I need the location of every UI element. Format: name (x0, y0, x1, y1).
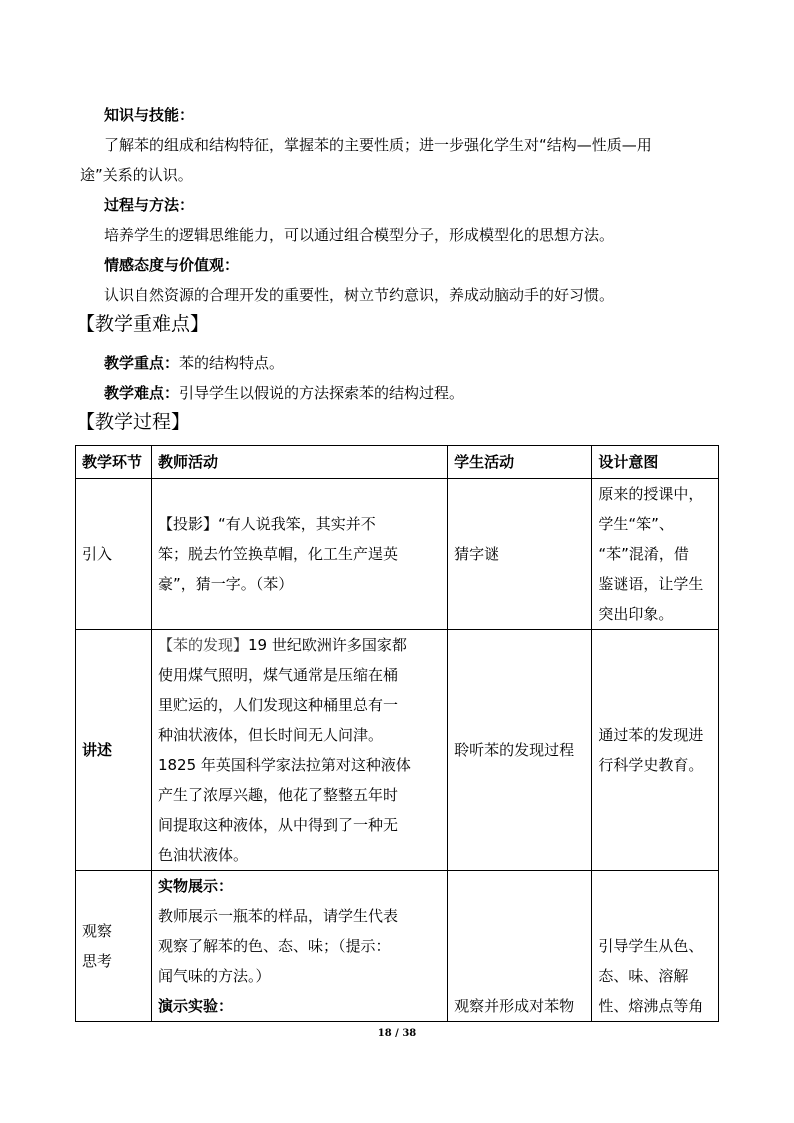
teacher-line: 间提取这种液体，从中得到了一种无 (157, 816, 398, 834)
table-header-row (76, 446, 719, 479)
student-text: 猜字谜 (454, 545, 500, 563)
table-row (76, 871, 719, 1022)
student-text: 聆听苯的发现过程 (454, 741, 575, 759)
stage-cell (76, 871, 152, 1022)
teacher-cell (151, 871, 447, 1022)
teaching-difficulty (104, 378, 464, 408)
intent-line: 态、味、溶解 (598, 967, 689, 985)
teacher-line: 【投影】“有人说我笨，其实并不 (157, 515, 376, 533)
intent-cell (592, 630, 719, 871)
teacher-cell (151, 630, 447, 871)
student-cell (448, 871, 592, 1022)
intent-line: 学生“笨”、 (598, 515, 674, 533)
knowledge-text-line1: 了解苯的组成和结构特征，掌握苯的主要性质；进一步强化学生对“结构—性质—用 (104, 136, 652, 154)
stage-text-line2: 思考 (82, 952, 113, 970)
teacher-line: 使用煤气照明，煤气通常是压缩在桶 (157, 666, 398, 684)
intent-line: 突出印象。 (598, 605, 674, 623)
student-text: 观察并形成对苯物 (454, 997, 575, 1015)
process-title: 【教学过程】 (76, 411, 191, 433)
teacher-line (158, 630, 441, 660)
student-cell (448, 479, 592, 630)
intent-line: “苯”混淆，借 (598, 545, 689, 563)
intent-cell (592, 479, 719, 630)
teaching-difficulty-label: 教学难点： (104, 384, 180, 402)
teacher-line: 豪”，猜一字。（苯） (157, 575, 294, 593)
header-intent: 设计意图 (592, 446, 719, 479)
emotion-heading: 情感态度与价值观： (104, 256, 240, 274)
header-student: 学生活动 (448, 446, 592, 479)
table-row (76, 630, 719, 871)
teacher-cell (151, 479, 447, 630)
teacher-label-experiment: 演示实验： (157, 997, 233, 1015)
stage-text: 引入 (82, 545, 113, 563)
emotion-text: 认识自然资源的合理开发的重要性，树立节约意识，养成动脑动手的好习惯。 (104, 286, 615, 304)
intent-line: 鉴谜语，让学生 (598, 575, 704, 593)
intent-cell (592, 871, 719, 1022)
intent-line: 性、熔沸点等角 (598, 997, 704, 1015)
teacher-line: 观察了解苯的色、态、味；（提示： (157, 937, 391, 955)
page-current: 18 (377, 1028, 392, 1039)
teacher-line: 笨；脱去竹笠换草帽，化工生产逞英 (157, 545, 398, 563)
process-text: 培养学生的逻辑思维能力，可以通过组合模型分子，形成模型化的思想方法。 (104, 226, 615, 244)
teacher-line-text: 19 世纪欧洲许多国家都 (247, 636, 407, 654)
discovery-tag: 【苯的发现】 (157, 636, 248, 654)
teacher-line: 教师展示一瓶苯的样品，请学生代表 (157, 907, 398, 925)
intent-line: 通过苯的发现进 (598, 726, 704, 744)
stage-text: 讲述 (82, 741, 113, 759)
intent-line: 原来的授课中， (598, 485, 704, 503)
page-number (0, 1028, 794, 1039)
table-row (76, 479, 719, 630)
header-stage: 教学环节 (76, 446, 152, 479)
student-cell (448, 630, 592, 871)
teacher-line: 色油状液体。 (157, 846, 248, 864)
process-heading: 过程与方法： (104, 196, 195, 214)
page-total: 38 (402, 1028, 417, 1039)
key-points-section (104, 348, 464, 408)
knowledge-heading: 知识与技能： (104, 106, 195, 124)
objectives-section (80, 100, 720, 310)
key-points-title: 【教学重难点】 (76, 313, 210, 335)
stage-text-line1: 观察 (82, 922, 113, 940)
header-teacher: 教师活动 (151, 446, 447, 479)
teaching-focus (104, 348, 464, 378)
teacher-label-display: 实物展示： (157, 877, 233, 895)
teacher-line: 闻气味的方法。） (157, 967, 271, 985)
teaching-difficulty-text: 引导学生以假说的方法探索苯的结构过程。 (179, 384, 465, 402)
intent-line: 行科学史教育。 (598, 756, 704, 774)
teaching-focus-label: 教学重点： (104, 354, 180, 372)
stage-cell (76, 630, 152, 871)
page-separator: / (395, 1028, 399, 1039)
teacher-line: 种油状液体，但长时间无人问津。 (157, 726, 383, 744)
teaching-process-table (75, 445, 719, 1022)
teacher-line: 1825 年英国科学家法拉第对这种液体 (157, 756, 411, 774)
intent-line: 引导学生从色、 (598, 937, 704, 955)
stage-cell (76, 479, 152, 630)
knowledge-text-line2: 途”关系的认识。 (80, 166, 193, 184)
teacher-line: 里贮运的，人们发现这种桶里总有一 (157, 696, 398, 714)
teacher-line: 产生了浓厚兴趣，他花了整整五年时 (157, 786, 398, 804)
teaching-focus-text: 苯的结构特点。 (179, 354, 285, 372)
